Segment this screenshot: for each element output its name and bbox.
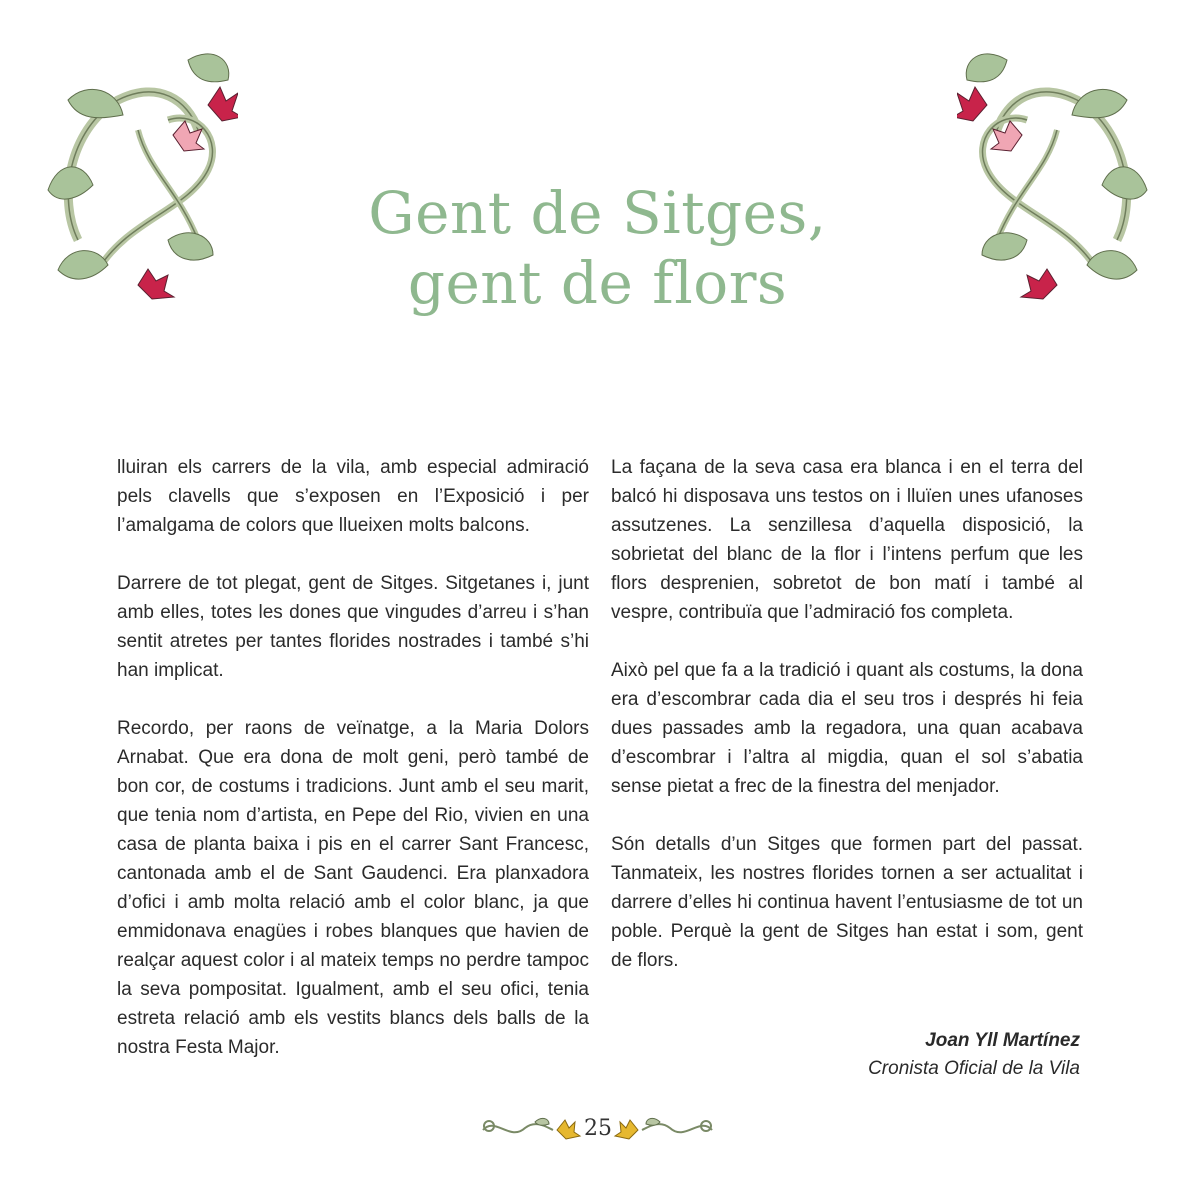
paragraph: La façana de la seva casa era blanca i en el terra del balcó hi disposava uns testos on i lluïen unes ufanoses assutzenes. La senzillesa d’aquella disposició, la sobrietat del blanc de la flor i l’intens perfum que les flors desprenien, sobretot de bon matí i també al vespre, contribuïa que l’admiració fos completa. (611, 457, 1083, 623)
author-role: Cronista Oficial de la Vila (868, 1058, 1080, 1079)
page-number: 25 (584, 1116, 612, 1141)
paragraph: Això pel que fa a la tradició i quant als costums, la dona era d’escombrar cada dia el seu tros i després hi feia dues passades amb la regadora, una quan acabava d’escombrar i l’altra al migdia, quan el sol s’abatia sense pietat a frec de la finestra del menjador. (611, 660, 1083, 797)
page-title (300, 178, 895, 318)
signature-block (868, 1027, 1080, 1083)
title-line-2: gent de flors (407, 249, 788, 317)
floral-ornament-top-left (38, 40, 238, 310)
author-name: Joan Yll Martínez (925, 1030, 1080, 1051)
title-line-1: Gent de Sitges, (368, 179, 827, 247)
paragraph: Darrere de tot plegat, gent de Sitges. Sitgetanes i, junt amb elles, totes les dones que vingudes d’arreu i s’han sentit atretes per tantes florides nostrades i també s’hi han implicat. (117, 573, 589, 681)
right-text-column (611, 453, 1083, 1004)
paragraph: Recordo, per raons de veïnatge, a la Maria Dolors Arnabat. Que era dona de molt geni, però també de bon cor, de costums i tradicions. Junt amb el seu marit, que tenia nom d’artista, en Pepe del Rio, vivien en una casa de planta baixa i pis en el carrer Sant Francesc, cantonada amb el de Sant Gaudenci. Era planxadora d’ofici i amb molta relació amb el color blanc, ja que emmidonava enagües i robes blanques que havien de realçar aquest color i al mateix temps no perdre tampoc la seva pompositat. Igualment, amb el seu ofici, tenia estreta relació amb els vestits blancs dels balls de la nostra Festa Major. (117, 718, 589, 1058)
page-footer (475, 1108, 720, 1154)
paragraph: Són detalls d’un Sitges que formen part del passat. Tanmateix, les nostres florides tornen a ser actualitat i darrere d’elles hi continua havent l’entusiasme de tot un poble. Perquè la gent de Sitges han estat i som, gent de flors. (611, 834, 1083, 971)
paragraph: lluiran els carrers de la vila, amb especial admiració pels clavells que s’exposen en l’Exposició i per l’amalgama de colors que llueixen molts balcons. (117, 457, 589, 536)
floral-ornament-top-right (957, 40, 1157, 310)
left-text-column (117, 453, 589, 1091)
